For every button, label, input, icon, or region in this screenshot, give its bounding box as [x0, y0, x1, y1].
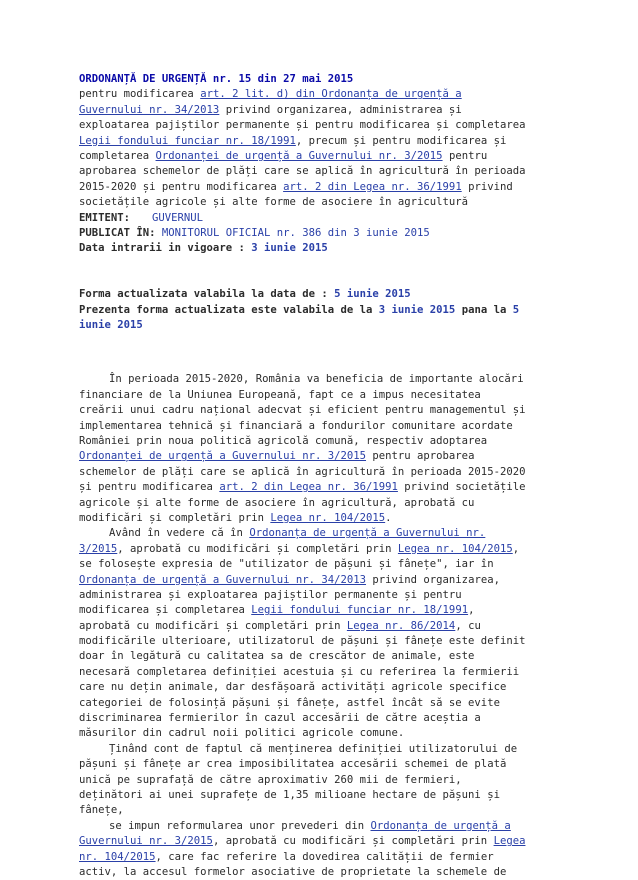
body-line: măsurilor din cadrul noii politici agricole comune. — [79, 727, 405, 740]
text: , precum și pentru modificarea și — [295, 134, 507, 147]
text: , — [512, 542, 520, 555]
link-legea-104-2015[interactable]: Legea — [493, 835, 526, 848]
publicat-value: MONITORUL OFICIAL nr. 386 din 3 iunie 2015 — [155, 226, 430, 239]
body-line: doar în legătură cu calitatea sa de crescător de animale, este — [79, 650, 475, 663]
text: modificări și completări prin — [79, 511, 271, 524]
link-art-2-legea-36[interactable]: art. 2 din Legea nr. 36/1991 — [219, 481, 398, 494]
body-line: implementarea tehnică și financiară a fondurilor comunitare acordate — [79, 419, 513, 432]
body-line: pășuni și fânețe ar crea imposibilitatea accesării schemei de plată — [79, 758, 507, 771]
text: privind — [461, 180, 513, 193]
text: pana la — [455, 303, 513, 316]
text: pentru aprobarea — [366, 450, 475, 463]
text: pentru modificarea — [79, 88, 201, 101]
text: , aprobată cu modificări și completări prin — [212, 835, 494, 848]
text: , cu — [455, 619, 481, 632]
text: , — [468, 604, 475, 617]
version-to-date: 5 — [512, 303, 520, 316]
text: și pentru modificarea — [79, 481, 220, 494]
text: , aprobată cu modificări și completări prin — [117, 542, 398, 555]
body-line — [79, 573, 599, 588]
text: pentru — [442, 149, 488, 162]
text: , care fac referire la dovedirea calității de fermier — [155, 850, 494, 863]
text: . — [385, 511, 392, 524]
body-line: financiare de la Uniunea Europeană, fapt ce a impus necesitatea — [79, 388, 481, 401]
header-line — [79, 134, 599, 149]
header-line — [79, 87, 599, 102]
version-line — [79, 287, 599, 302]
emitent-line — [79, 211, 599, 226]
vigoare-value: 3 iunie 2015 — [251, 242, 328, 255]
body-line: schemelor de plăți care se aplică în agricultură în perioada 2015-2020 — [79, 465, 526, 478]
body-line — [79, 511, 599, 526]
body-line: activ, la accesul formelor asociative de proprietate la schemele de — [79, 865, 507, 878]
body-line — [79, 480, 599, 495]
version-from-date: 3 iunie 2015 — [378, 303, 456, 316]
body-line: deținători ai unei suprafețe de 1,35 milioane hectare de pășuni și — [79, 789, 500, 801]
header-line: aprobarea schemelor de plăți care se aplică în agricultură în perioada — [79, 165, 526, 178]
body-line: agricole și alte forme de asociere în agricultură, aprobată cu — [79, 496, 475, 509]
body-line — [79, 834, 599, 849]
body-line: modificările ulterioare, utilizatorul de pășuni și fânețe este definit — [79, 635, 526, 648]
header-line — [79, 180, 599, 195]
body-line: unică pe suprafață de către aproximativ 260 mii de fermieri, — [79, 773, 462, 786]
link-oug-3-2015[interactable]: Ordonanța de urgență a — [370, 819, 511, 832]
emitent-value: GUVERNUL — [152, 211, 204, 224]
link-oug-3-2015[interactable]: 3/2015 — [79, 542, 118, 555]
body-line: categoriei de folosință pășuni și fânețe, astfel încât să se evite — [79, 696, 500, 709]
link-legea-86-2014[interactable]: Legea nr. 86/2014 — [346, 619, 456, 632]
body-line — [79, 819, 599, 834]
text: privind societățile — [397, 481, 526, 494]
version-line — [79, 303, 599, 318]
header-line — [79, 103, 599, 118]
paragraph — [79, 526, 599, 741]
body-line — [79, 603, 599, 618]
header-line: societățile agricole și alte forme de asociere în agricultură — [79, 196, 469, 209]
link-legea-18-1991[interactable]: Legii fondului funciar nr. 18/1991 — [251, 604, 469, 617]
body-line: În perioada 2015-2020, România va beneficia de importante alocări — [109, 373, 524, 386]
body-line: administrarea și exploatarea pajiștilor permanente și pentru — [79, 588, 462, 601]
text: aprobată cu modificări și completări prin — [79, 619, 347, 632]
text: se impun reformularea unor prevederi din — [109, 819, 371, 832]
link-oug-34-2013[interactable]: Ordonanța de urgență a Guvernului nr. 34/2013 — [79, 573, 367, 586]
link-oug-3-2015[interactable]: Ordonanței de urgență a Guvernului nr. 3/2015 — [155, 149, 443, 162]
vigoare-line — [79, 241, 599, 256]
link-oug-3-2015[interactable]: Ordonanța de urgență a Guvernului nr. — [249, 527, 486, 540]
link-oug-34-2013[interactable]: Guvernului nr. 34/2013 — [79, 103, 220, 116]
text: Având în vedere că în — [109, 527, 250, 540]
version-line — [79, 318, 599, 333]
body-line: României prin noua politică agricolă comună, respectiv adoptarea — [79, 435, 488, 448]
version-to-date: iunie 2015 — [79, 319, 143, 332]
link-legea-104-2015[interactable]: nr. 104/2015 — [79, 850, 156, 863]
text: Forma actualizata valabila la data de : — [79, 288, 335, 301]
link-legea-18-1991[interactable]: Legii fondului funciar nr. 18/1991 — [79, 134, 296, 147]
text: completarea — [79, 149, 156, 162]
document-page — [79, 72, 599, 880]
emitent-label: EMITENT: — [79, 211, 131, 224]
body-line — [79, 619, 599, 634]
publicat-label: PUBLICAT ÎN: — [79, 226, 156, 239]
header-line: exploatarea pajiștilor permanente și pentru modificarea și completarea — [79, 119, 526, 132]
paragraph — [79, 819, 599, 880]
document-title: ORDONANȚĂ DE URGENȚĂ nr. 15 din 27 mai 2015 — [79, 73, 354, 85]
link-art-2-oug-34[interactable]: art. 2 lit. d) din Ordonanța de urgență a — [200, 88, 462, 101]
body-line — [79, 850, 599, 865]
paragraph — [79, 372, 599, 526]
body-line: necesară completarea definiției acestuia și cu referirea la fermierii — [79, 665, 520, 678]
body-line: care nu dețin animale, dar desfășoară activități agricole specifice — [79, 681, 507, 694]
link-oug-3-2015[interactable]: Guvernului nr. 3/2015 — [79, 835, 213, 848]
body-line: discriminarea fermierilor în cazul accesării de către aceștia a — [79, 712, 481, 725]
text: privind organizarea, administrarea și — [219, 103, 462, 116]
paragraph — [79, 742, 599, 819]
body-line: fânețe, — [79, 804, 124, 817]
text: 2015-2020 și pentru modificarea — [79, 180, 284, 193]
link-art-2-legea-36[interactable]: art. 2 din Legea nr. 36/1991 — [283, 180, 462, 193]
header-line — [79, 149, 599, 164]
body-line — [79, 542, 599, 557]
body-line — [79, 526, 599, 541]
link-oug-3-2015[interactable]: Ordonanței de urgență a Guvernului nr. 3/2015 — [79, 450, 367, 463]
link-legea-104-2015[interactable]: Legea nr. 104/2015 — [397, 542, 513, 555]
body-line — [79, 449, 599, 464]
text: privind organizarea, — [366, 573, 500, 586]
vigoare-label: Data intrarii in vigoare : — [79, 242, 252, 255]
version-date: 5 iunie 2015 — [334, 288, 411, 301]
link-legea-104-2015[interactable]: Legea nr. 104/2015 — [270, 511, 386, 524]
body-line: creării unui cadru național adecvat și eficient pentru managementul și — [79, 404, 526, 417]
body-line: Ținând cont de faptul că menținerea definiției utilizatorului de — [109, 742, 518, 755]
publicat-line — [79, 226, 599, 241]
text: Prezenta forma actualizata este valabila de la — [79, 303, 379, 316]
body-line: se folosește expresia de "utilizator de pășuni și fânețe", iar în — [79, 558, 494, 571]
text: modificarea și completarea — [79, 604, 252, 617]
